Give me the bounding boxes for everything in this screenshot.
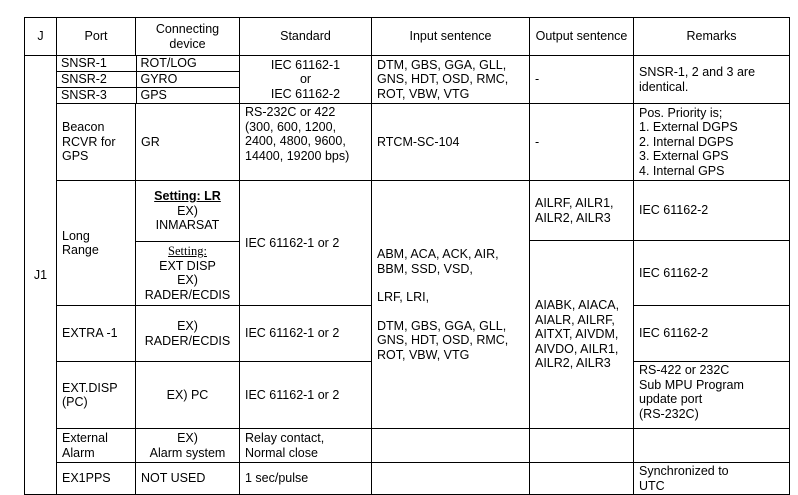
table-row	[136, 181, 239, 241]
port-snsr-2: SNSR-2	[57, 71, 136, 87]
long-range-device-subtable	[136, 181, 239, 305]
sensor-standard: IEC 61162-1 or IEC 61162-2	[240, 56, 372, 104]
long-range-remarks-a: IEC 61162-2	[634, 181, 790, 241]
device-inmarsat: Setting: LR EX) INMARSAT	[136, 181, 239, 241]
shared-input-sentence: ABM, ACA, ACK, AIR, BBM, SSD, VSD, LRF, LRI, DTM, GBS, GGA, GLL, GNS, HDT, OSD, RMC, ROT, VBW, VTG	[372, 181, 530, 429]
device-ext-disp-radar: Setting: EXT DISP EX) RADER/ECDIS	[144, 244, 231, 302]
extra-1-standard: IEC 61162-1 or 2	[240, 306, 372, 362]
long-range-output-sentence: AILRF, AILR1, AILR2, AILR3	[530, 181, 634, 241]
table-row-beacon	[25, 104, 790, 181]
ext-disp-standard: IEC 61162-1 or 2	[240, 362, 372, 429]
table-row-sensors	[25, 56, 790, 104]
beacon-input-sentence: RTCM-SC-104	[372, 104, 530, 181]
header-standard: Standard	[240, 18, 372, 56]
table-row	[57, 71, 240, 87]
device-gps: GPS	[140, 88, 167, 103]
port-beacon-rcvr: Beacon RCVR for GPS	[57, 104, 136, 181]
device-gr: GR	[136, 104, 240, 181]
long-range-device-cell	[136, 181, 240, 306]
header-remarks: Remarks	[634, 18, 790, 56]
port-spec-table	[24, 17, 790, 495]
device-pc: EX) PC	[136, 362, 240, 429]
alarm-remarks	[634, 429, 790, 463]
device-not-used: NOT USED	[136, 463, 240, 495]
table-row-long-range-a	[25, 181, 790, 241]
alarm-input-sentence	[372, 429, 530, 463]
ext-disp-remarks: RS-422 or 232C Sub MPU Program update port (RS-232C)	[634, 362, 790, 429]
device-extra-1: EX) RADER/ECDIS	[136, 306, 240, 362]
sensor-port-device-cell	[57, 56, 240, 104]
device-gyro: GYRO	[136, 71, 240, 87]
port-snsr-3: SNSR-3	[57, 87, 136, 103]
port-ex1pps: EX1PPS	[57, 463, 136, 495]
sensor-remarks: SNSR-1, 2 and 3 are identical.	[634, 56, 790, 104]
table-row-external-alarm	[25, 429, 790, 463]
j1-label: J1	[25, 56, 57, 495]
header-j: J	[25, 18, 57, 56]
header-connecting-device: Connecting device	[136, 18, 240, 56]
port-external-alarm: External Alarm	[57, 429, 136, 463]
long-range-standard: IEC 61162-1 or 2	[240, 181, 372, 306]
table-row	[136, 241, 239, 305]
port-snsr-1: SNSR-1	[57, 56, 136, 71]
header-output-sentence: Output sentence	[530, 18, 634, 56]
sensor-input-sentence: DTM, GBS, GGA, GLL, GNS, HDT, OSD, RMC, ROT, VBW, VTG	[372, 56, 530, 104]
long-range-remarks-b: IEC 61162-2	[634, 241, 790, 306]
table-row	[57, 56, 240, 71]
pps-standard: 1 sec/pulse	[240, 463, 372, 495]
pps-remarks: Synchronized to UTC	[634, 463, 790, 495]
header-input-sentence: Input sentence	[372, 18, 530, 56]
shared-output-sentence: AIABK, AIACA, AIALR, AILRF, AITXT, AIVDM, AIVDO, AILR1, AILR2, AILR3	[530, 241, 634, 429]
alarm-standard: Relay contact, Normal close	[240, 429, 372, 463]
beacon-remarks: Pos. Priority is; 1. External DGPS 2. Internal DGPS 3. External GPS 4. Internal GPS	[634, 104, 790, 181]
beacon-standard: RS-232C or 422 (300, 600, 1200, 2400, 4800, 9600, 14400, 19200 bps)	[240, 104, 372, 181]
table-row	[57, 87, 240, 103]
header-row	[25, 18, 790, 56]
sensor-output-sentence: -	[530, 56, 634, 104]
port-extra-1: EXTRA -1	[57, 306, 136, 362]
extra-1-remarks: IEC 61162-2	[634, 306, 790, 362]
port-long-range: Long Range	[57, 181, 136, 306]
sensor-subtable	[57, 56, 240, 103]
header-port: Port	[57, 18, 136, 56]
alarm-output-sentence	[530, 429, 634, 463]
port-ext-disp: EXT.DISP (PC)	[57, 362, 136, 429]
device-rot-log: ROT/LOG	[136, 56, 240, 71]
device-alarm-system: EX) Alarm system	[136, 429, 240, 463]
beacon-output-sentence: -	[530, 104, 634, 181]
